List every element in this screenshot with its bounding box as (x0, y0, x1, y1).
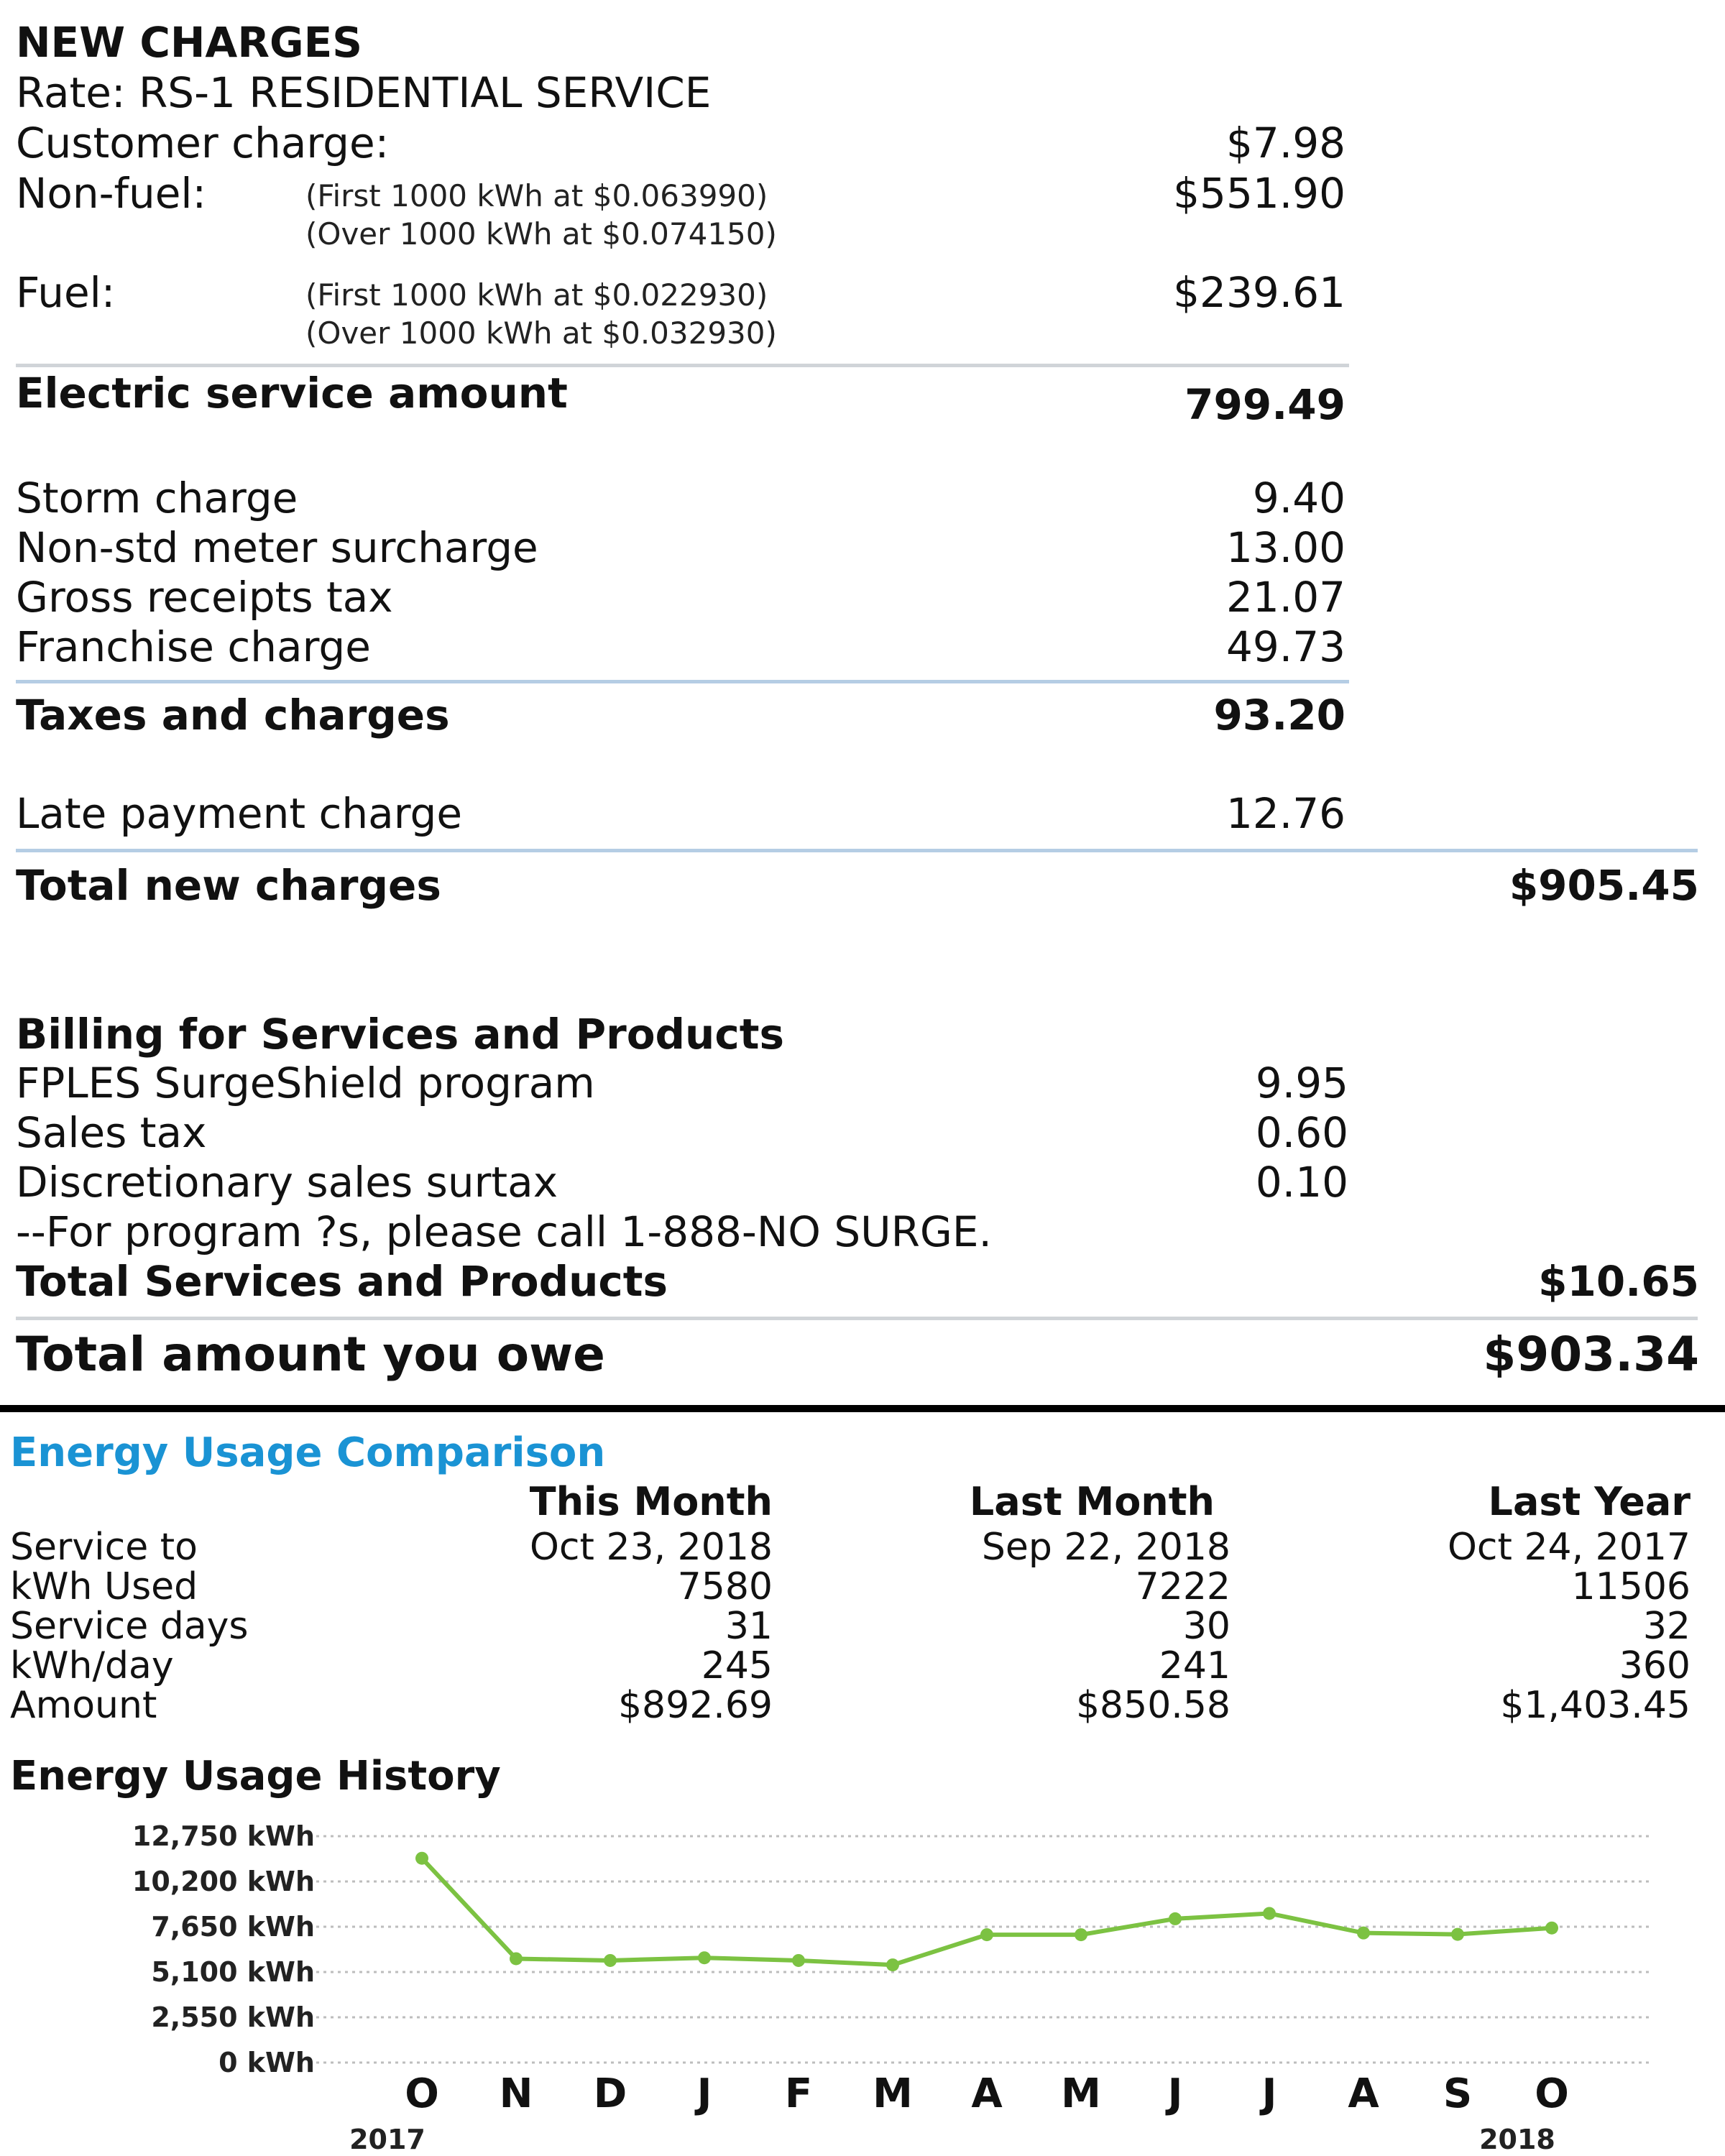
row-label-kwh-used: kWh Used (10, 1565, 198, 1608)
row-label-kwh-per-day: kWh/day (10, 1644, 174, 1687)
year-label: 2018 (1479, 2124, 1555, 2155)
total-new-charges-label: Total new charges (16, 861, 441, 910)
x-tick-label: N (499, 2070, 533, 2117)
total-owe-amount: $903.34 (1483, 1327, 1699, 1382)
service-to-this-month: Oct 23, 2018 (530, 1526, 773, 1569)
meter-surcharge-amount: 13.00 (1225, 523, 1346, 572)
taxes-total-amount: 93.20 (1213, 691, 1346, 740)
usage-point (980, 1928, 993, 1941)
usage-history-title: Energy Usage History (10, 1753, 501, 1800)
late-payment-amount: 12.76 (1225, 789, 1346, 838)
usage-point (1545, 1922, 1558, 1935)
usage-point (1451, 1928, 1464, 1941)
amount-last-year: $1,403.45 (1500, 1684, 1690, 1727)
divider (16, 849, 1698, 852)
non-fuel-amount: $551.90 (1173, 169, 1346, 218)
fuel-amount: $239.61 (1173, 268, 1346, 317)
usage-line (422, 1858, 1552, 1965)
y-tick-label: 0 kWh (218, 2047, 315, 2078)
non-fuel-note-over: (Over 1000 kWh at $0.074150) (305, 216, 777, 252)
column-this-month: This Month (529, 1479, 773, 1524)
meter-surcharge-label: Non-std meter surcharge (16, 523, 538, 572)
service-days-this-month: 31 (724, 1605, 773, 1648)
y-tick-label: 2,550 kWh (151, 2001, 315, 2033)
kwh-per-day-last-year: 360 (1619, 1644, 1690, 1687)
service-to-last-year: Oct 24, 2017 (1448, 1526, 1690, 1569)
x-tick-label: F (784, 2070, 813, 2117)
usage-point (792, 1954, 805, 1967)
surtax-label: Discretionary sales surtax (16, 1158, 558, 1207)
x-tick-label: A (971, 2070, 1003, 2117)
kwh-per-day-this-month: 245 (701, 1644, 773, 1687)
y-tick-label: 12,750 kWh (132, 1820, 315, 1852)
usage-point (604, 1954, 617, 1967)
new-charges-heading: NEW CHARGES (16, 18, 362, 67)
storm-charge-amount: 9.40 (1252, 474, 1346, 522)
late-payment-label: Late payment charge (16, 789, 463, 838)
total-owe-label: Total amount you owe (16, 1327, 605, 1382)
usage-point (1075, 1928, 1087, 1941)
x-tick-label: J (1167, 2070, 1183, 2117)
fuel-note-over: (Over 1000 kWh at $0.032930) (305, 315, 777, 351)
total-new-charges-amount: $905.45 (1509, 861, 1699, 910)
usage-point (1263, 1907, 1276, 1920)
surgeshield-label: FPLES SurgeShield program (16, 1059, 595, 1107)
services-total-label: Total Services and Products (16, 1257, 668, 1306)
amount-this-month: $892.69 (617, 1684, 773, 1727)
service-to-last-month: Sep 22, 2018 (981, 1526, 1230, 1569)
gross-receipts-label: Gross receipts tax (16, 573, 393, 622)
y-tick-label: 7,650 kWh (151, 1911, 315, 1943)
column-last-year: Last Year (1488, 1479, 1690, 1524)
usage-history-chart (0, 1797, 1725, 2156)
energy-comparison-title: Energy Usage Comparison (10, 1429, 606, 1476)
rate-label: Rate: RS-1 RESIDENTIAL SERVICE (16, 68, 712, 117)
divider (16, 364, 1349, 367)
fuel-note-first: (First 1000 kWh at $0.022930) (305, 277, 768, 313)
usage-point (886, 1958, 899, 1971)
gross-receipts-amount: 21.07 (1225, 573, 1346, 622)
service-days-last-year: 32 (1642, 1605, 1690, 1648)
usage-point (1357, 1927, 1370, 1940)
y-tick-label: 5,100 kWh (151, 1956, 315, 1988)
taxes-total-label: Taxes and charges (16, 691, 450, 740)
electric-service-label: Electric service amount (16, 369, 568, 418)
services-heading: Billing for Services and Products (16, 1010, 784, 1059)
non-fuel-note-first: (First 1000 kWh at $0.063990) (305, 178, 768, 213)
surgeshield-amount: 9.95 (1255, 1059, 1348, 1107)
row-label-amount: Amount (10, 1684, 157, 1727)
x-tick-label: A (1348, 2070, 1379, 2117)
x-tick-label: S (1443, 2070, 1473, 2117)
y-tick-label: 10,200 kWh (132, 1866, 315, 1897)
customer-charge-label: Customer charge: (16, 119, 390, 167)
franchise-charge-label: Franchise charge (16, 622, 371, 671)
row-label-service-to: Service to (10, 1526, 198, 1569)
usage-point (1169, 1912, 1182, 1925)
customer-charge-amount: $7.98 (1225, 119, 1346, 167)
x-tick-label: J (696, 2070, 712, 2117)
franchise-charge-amount: 49.73 (1225, 622, 1346, 671)
amount-last-month: $850.58 (1075, 1684, 1230, 1727)
divider (16, 680, 1349, 683)
divider (16, 1317, 1698, 1320)
kwh-used-last-month: 7222 (1135, 1565, 1230, 1608)
sales-tax-amount: 0.60 (1255, 1108, 1348, 1157)
non-fuel-label: Non-fuel: (16, 169, 207, 218)
service-days-last-month: 30 (1182, 1605, 1230, 1648)
electric-service-amount: 799.49 (1184, 380, 1346, 429)
year-label: 2017 (349, 2124, 426, 2155)
x-tick-label: M (1061, 2070, 1101, 2117)
storm-charge-label: Storm charge (16, 474, 298, 522)
usage-point (698, 1951, 711, 1964)
column-last-month: Last Month (969, 1479, 1215, 1524)
services-total-amount: $10.65 (1538, 1257, 1699, 1306)
x-tick-label: M (873, 2070, 913, 2117)
section-divider (0, 1405, 1725, 1412)
x-tick-label: D (593, 2070, 627, 2117)
kwh-used-this-month: 7580 (677, 1565, 773, 1608)
x-tick-label: O (405, 2070, 439, 2117)
kwh-per-day-last-month: 241 (1159, 1644, 1230, 1687)
surtax-amount: 0.10 (1255, 1158, 1348, 1207)
x-tick-label: J (1261, 2070, 1277, 2117)
kwh-used-last-year: 11506 (1571, 1565, 1690, 1608)
program-note: --For program ?s, please call 1-888-NO SURGE. (16, 1207, 992, 1256)
fuel-label: Fuel: (16, 268, 116, 317)
usage-point (415, 1852, 428, 1865)
x-tick-label: O (1535, 2070, 1569, 2117)
sales-tax-label: Sales tax (16, 1108, 207, 1157)
usage-point (510, 1952, 523, 1965)
row-label-service-days: Service days (10, 1605, 249, 1648)
